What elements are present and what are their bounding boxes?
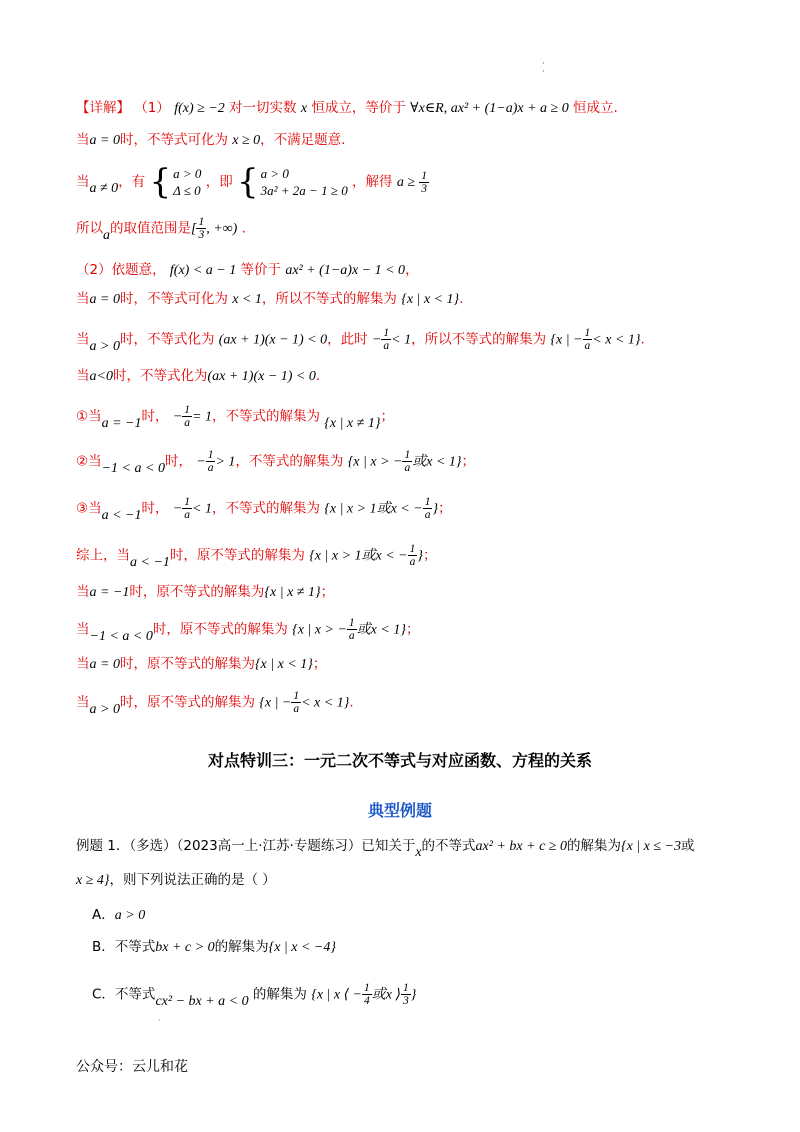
solution-line-12: 综上，当a < −1时，原不等式的解集为 {x | x > 1或x < − $\frac{1}{a}$ }； xyxy=(76,543,437,570)
fraction: $\frac{1}{3}$ xyxy=(198,216,205,241)
solution-line-14: 当−1 < a < 0时，原不等式的解集为 {x | x > − $\frac{1}{a}$ 或x < 1}； xyxy=(76,617,420,644)
solution-line-2: 当a = 0时，不等式可化为 x ≥ 0，不满足题意. xyxy=(76,132,346,148)
solution-line-16: 当a > 0时，原不等式的解集为 {x | − $\frac{1}{a}$ < x < 1}. xyxy=(76,690,354,717)
solution-line-8: 当a<0时，不等式化为(ax + 1)(x − 1) < 0. xyxy=(76,368,321,384)
solution-line-11: ③当a < −1时， − $\frac{1}{a}$ < 1，不等式的解集为 {x | x > 1或x < − $\frac{1}{a}$ }； xyxy=(76,496,452,523)
solution-line-4: 所以a的取值范围是[ $\frac{1}{3}$ , +∞) . xyxy=(76,216,246,243)
option-c[interactable]: C．不等式cx² − bx + a < 0 的解集为 {x | x ⟨ − $\frac{1}{4}$ 或x ⟩ $\frac{1}{3}$ } xyxy=(92,982,417,1009)
solution-line-15: 当a = 0时，原不等式的解集为{x | x < 1}； xyxy=(76,656,327,672)
dot-mark: · xyxy=(158,1016,161,1025)
fraction: $\frac{1}{4}$ xyxy=(364,982,370,1007)
fraction: $\frac{1}{a}$ xyxy=(184,496,191,521)
page-mark: · · xyxy=(542,59,545,77)
detail-tag: 【详解】 xyxy=(76,100,130,116)
solution-line-3: 当a ≠ 0，有 { a > 0 Δ ≤ 0 ，即 { a > 0 3a² + 2a − 1 ≥ 0 ，解得 a ≥ $\frac{1}{3}$ xyxy=(76,162,428,202)
fraction: $\frac{1}{a}$ xyxy=(293,690,300,715)
solution-line-13: 当a = −1时，原不等式的解集为{x | x ≠ 1}； xyxy=(76,584,335,600)
solution-line-5: （2）依题意， f(x) < a − 1 等价于 ax² + (1−a)x − 1 < 0， xyxy=(76,262,419,278)
fraction: $\frac{1}{3}$ xyxy=(402,982,409,1007)
option-a[interactable]: A．a > 0 xyxy=(92,907,146,923)
example-question-line-2: x ≥ 4}，则下列说法正确的是（ ） xyxy=(76,872,276,888)
fraction: $\frac{1}{a}$ xyxy=(409,543,416,568)
fraction: $\frac{1}{a}$ xyxy=(383,327,390,352)
fraction: $\frac{1}{a}$ xyxy=(404,449,411,474)
system-1: { a > 0 Δ ≤ 0 xyxy=(149,162,202,202)
fraction: $\frac{1}{a}$ xyxy=(584,327,591,352)
solution-line-1: 【详解】 （1） f(x) ≥ −2 对一切实数 x 恒成立，等价于 ∀x∈R, ax² + (1−a)x + a ≥ 0 恒成立. xyxy=(76,100,618,116)
fraction: $\frac{1}{a}$ xyxy=(424,496,431,521)
fraction: $\frac{1}{a}$ xyxy=(207,449,214,474)
typical-examples-heading: 典型例题 xyxy=(367,801,432,820)
solution-line-9: ①当a = −1时， − $\frac{1}{a}$ = 1，不等式的解集为 {x | x ≠ 1}； xyxy=(76,404,394,431)
fraction: $\frac{1}{a}$ xyxy=(348,617,355,642)
system-2: { a > 0 3a² + 2a − 1 ≥ 0 xyxy=(237,162,348,202)
example-question-line-1: 例题 1．（多选）（2023高一上·江苏·专题练习）已知关于x的不等式ax² + bx + c ≥ 0的解集为{x | x ≤ −3或 xyxy=(76,838,695,860)
footer-account: 公众号：云儿和花 xyxy=(76,1059,188,1075)
option-b[interactable]: B．不等式bx + c > 0的解集为{x | x < −4} xyxy=(92,939,336,955)
solution-line-7: 当a > 0时，不等式化为 (ax + 1)(x − 1) < 0，此时 − $\frac{1}{a}$ < 1，所以不等式的解集为 {x | − $\frac{1}{a}$ < x < 1}. xyxy=(76,327,645,354)
section-heading: 对点特训三：一元二次不等式与对应函数、方程的关系 xyxy=(207,751,592,770)
solution-line-6: 当a = 0时，不等式可化为 x < 1，所以不等式的解集为 {x | x < 1}. xyxy=(76,291,464,307)
fraction: $\frac{1}{3}$ xyxy=(421,169,428,195)
fraction: $\frac{1}{a}$ xyxy=(184,404,191,429)
solution-line-10: ②当−1 < a < 0时， − $\frac{1}{a}$ > 1，不等式的解集为 {x | x > − $\frac{1}{a}$ 或x < 1}； xyxy=(76,449,475,476)
